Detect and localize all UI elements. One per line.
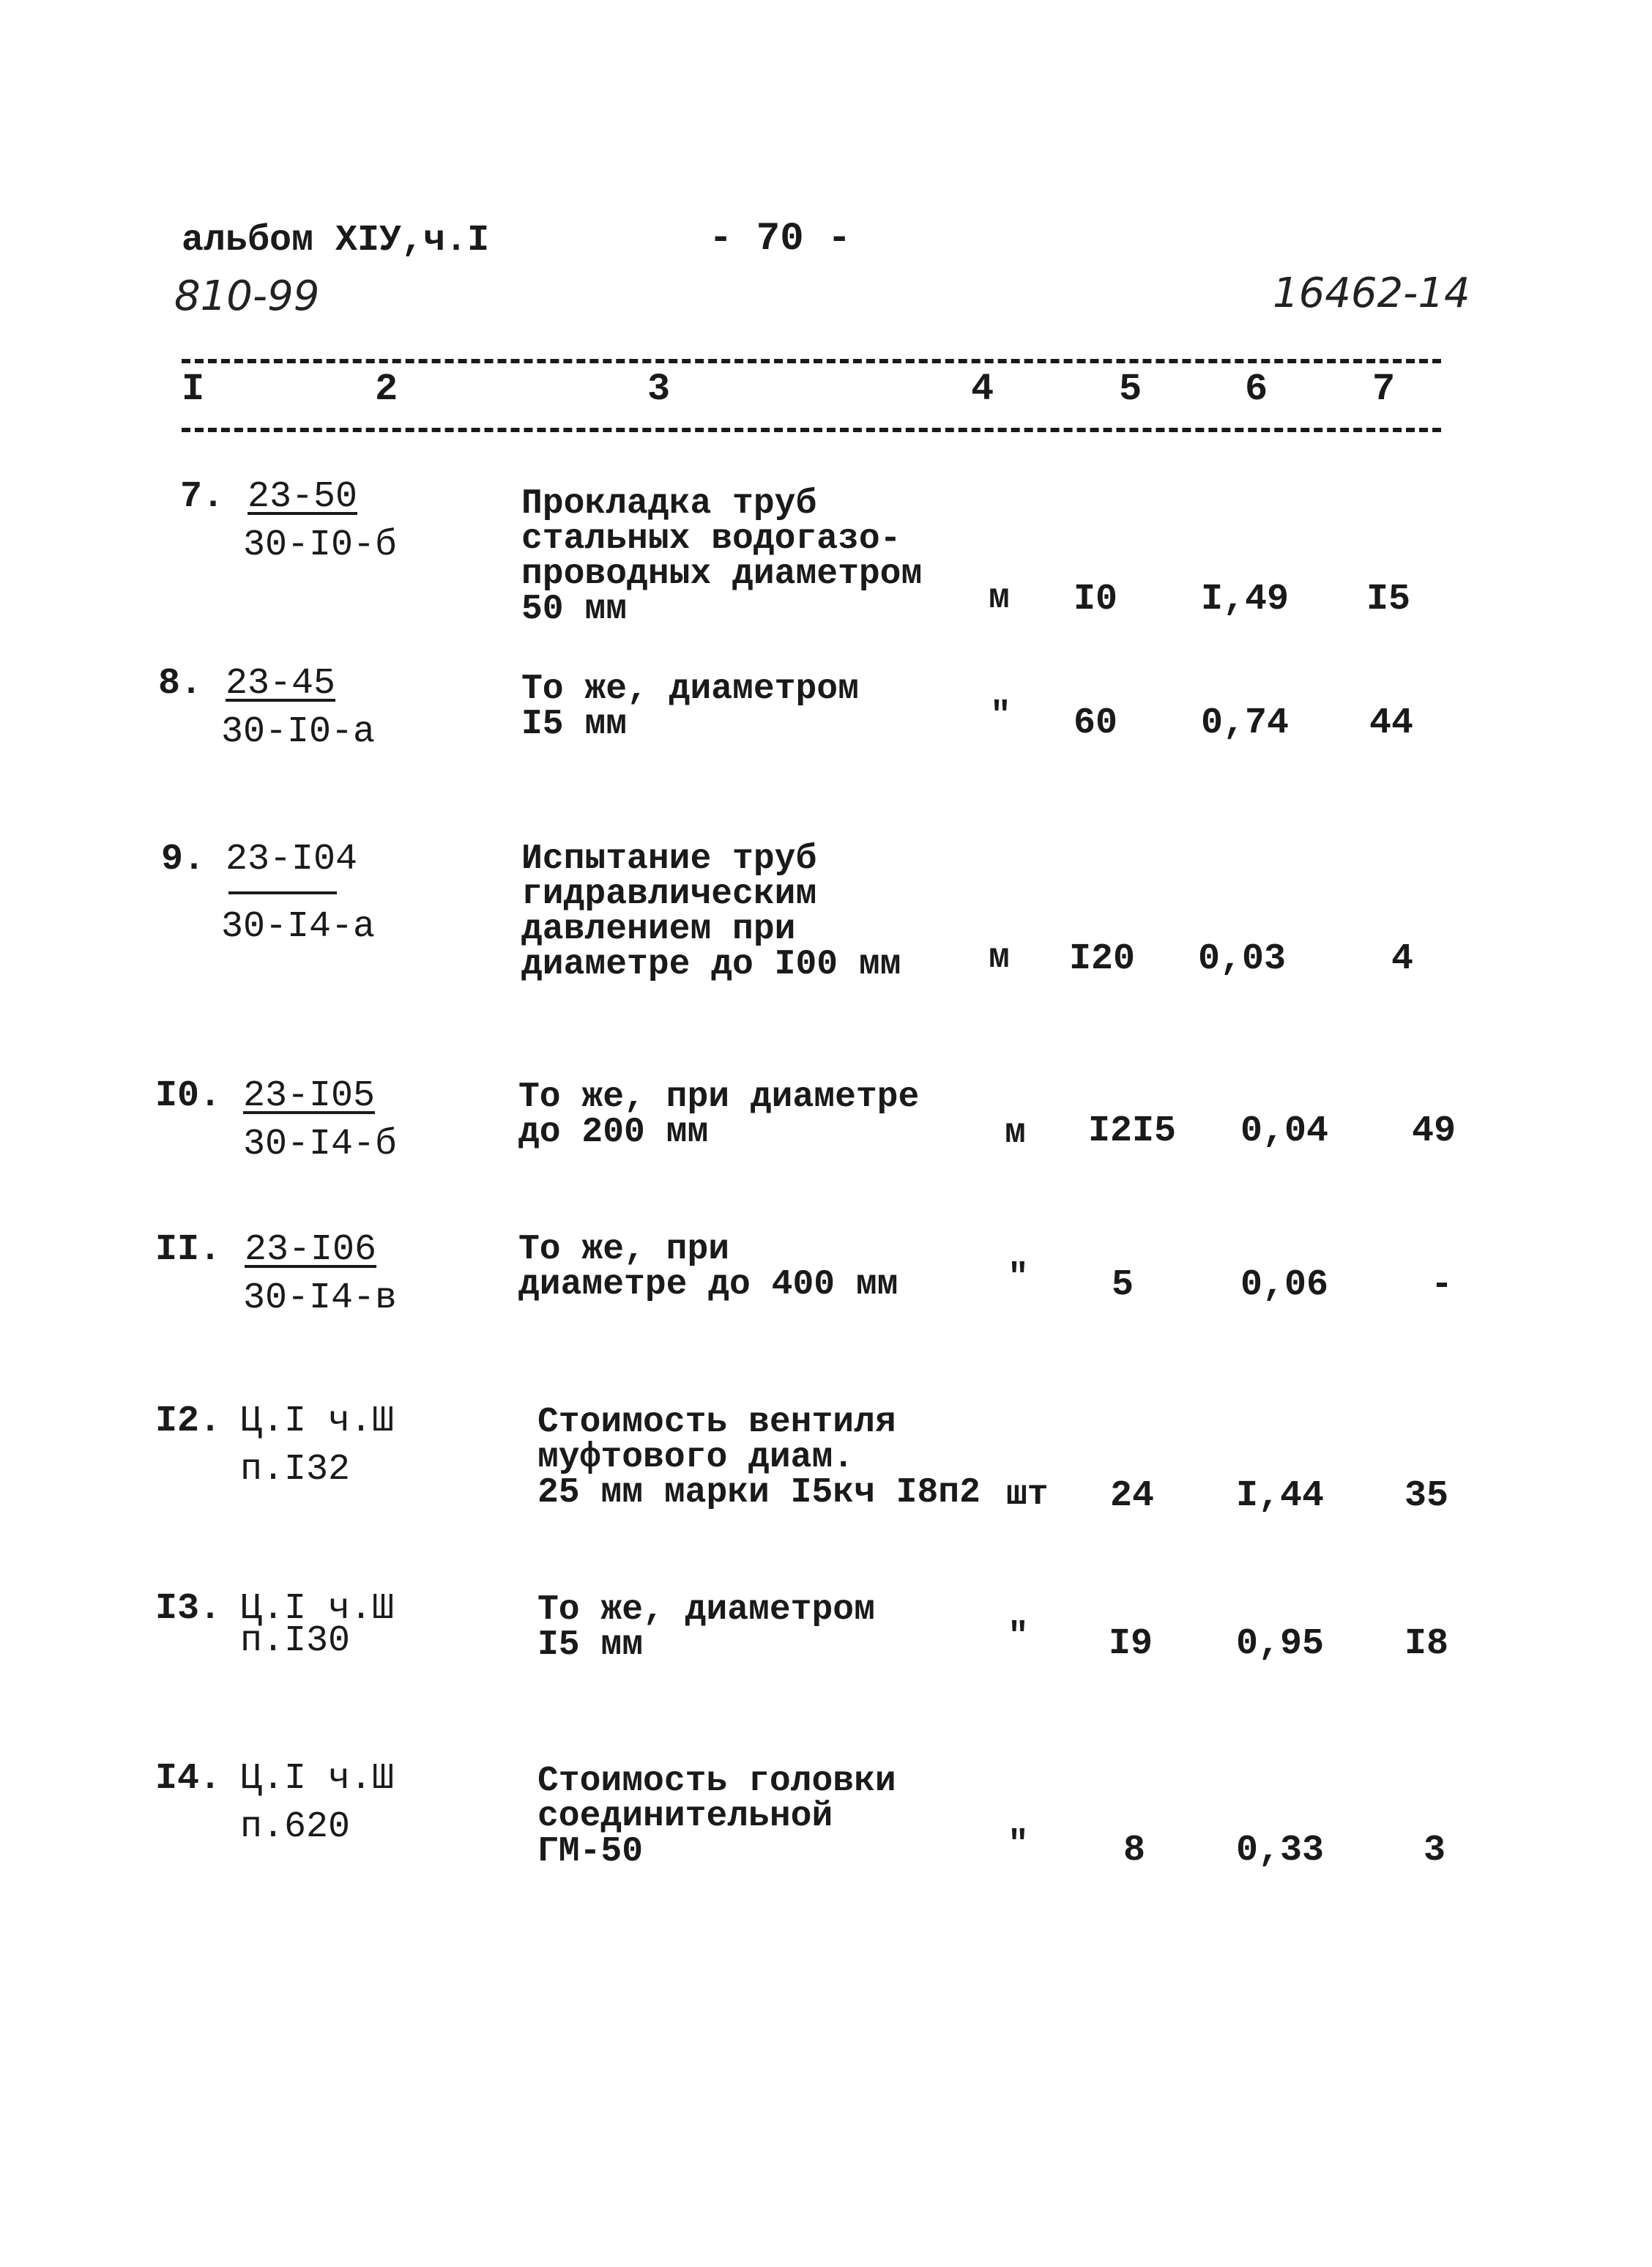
total-cost: 3 xyxy=(1424,1830,1446,1871)
unit-price: 0,04 xyxy=(1240,1110,1329,1152)
row-number: 8. xyxy=(158,663,203,705)
rate-subcode: 30-I4-а xyxy=(221,906,376,948)
column-number-3: 3 xyxy=(647,368,671,411)
unit-price: 0,06 xyxy=(1240,1264,1329,1306)
row-number: I4. xyxy=(155,1758,222,1800)
quantity: I20 xyxy=(1069,938,1136,980)
unit-price: 0,95 xyxy=(1236,1623,1325,1665)
rate-code: 23-50 xyxy=(248,476,358,518)
rate-code: 23-I04 xyxy=(226,839,358,880)
work-description: То же, диаметром I5 мм xyxy=(521,669,859,744)
row-number: II. xyxy=(155,1229,222,1271)
rate-code: Ц.I ч.Ш xyxy=(240,1588,395,1630)
rate-code: 23-45 xyxy=(226,663,336,705)
handwritten-code-left: 810-99 xyxy=(174,272,320,320)
rate-code: Ц.I ч.Ш xyxy=(240,1758,395,1800)
column-number-2: 2 xyxy=(375,368,398,411)
total-cost: 44 xyxy=(1369,702,1414,744)
quantity: I0 xyxy=(1074,579,1118,620)
unit: шт xyxy=(1006,1475,1049,1515)
column-number-1: I xyxy=(182,368,205,411)
fraction-rule xyxy=(228,891,337,894)
row-number: I0. xyxy=(155,1075,222,1117)
page-number: - 70 - xyxy=(709,217,852,261)
rate-code: Ц.I ч.Ш xyxy=(240,1400,395,1442)
unit-price: I,44 xyxy=(1236,1475,1325,1517)
rate-subcode: п.I30 xyxy=(240,1620,351,1662)
column-number-6: 6 xyxy=(1245,368,1268,411)
unit-price: I,49 xyxy=(1201,579,1290,620)
work-description: То же, при диаметре до 400 мм xyxy=(518,1230,898,1305)
total-cost: I5 xyxy=(1366,579,1411,620)
unit: " xyxy=(1008,1258,1029,1298)
quantity: 60 xyxy=(1074,702,1118,744)
header-rule-bottom xyxy=(182,428,1441,432)
rate-subcode: п.I32 xyxy=(240,1449,351,1491)
unit: " xyxy=(990,697,1011,736)
column-number-4: 4 xyxy=(971,368,994,411)
total-cost: 35 xyxy=(1404,1475,1449,1517)
unit: м xyxy=(1005,1113,1026,1153)
work-description: То же, при диаметре до 200 мм xyxy=(518,1077,920,1152)
rate-subcode: 30-I4-в xyxy=(243,1277,398,1319)
total-cost: I8 xyxy=(1404,1623,1449,1665)
unit: " xyxy=(1008,1825,1029,1865)
column-number-7: 7 xyxy=(1372,368,1396,411)
quantity: I2I5 xyxy=(1088,1110,1177,1152)
rate-subcode: 30-I0-а xyxy=(221,711,376,753)
work-description: Испытание труб гидравлическим давлением при диаметре до I00 мм xyxy=(521,839,901,984)
rate-subcode: 30-I0-б xyxy=(243,524,398,566)
row-number: 9. xyxy=(161,839,206,880)
unit-price: 0,33 xyxy=(1236,1830,1325,1871)
rate-code: 23-I06 xyxy=(245,1229,377,1271)
album-reference: альбом XIУ,ч.I xyxy=(182,220,490,261)
total-cost: 49 xyxy=(1412,1110,1456,1152)
unit: " xyxy=(1008,1617,1029,1657)
unit: м xyxy=(989,579,1010,618)
quantity: 8 xyxy=(1123,1830,1146,1871)
rate-code: 23-I05 xyxy=(243,1075,376,1117)
work-description: Стоимость вентиля муфтового диам. 25 мм марки I5кч I8п2 xyxy=(537,1403,981,1513)
rate-subcode: 30-I4-б xyxy=(243,1124,398,1165)
quantity: I9 xyxy=(1109,1623,1153,1665)
work-description: Стоимость головки соединительной ГМ-50 xyxy=(537,1762,896,1871)
quantity: 24 xyxy=(1110,1475,1155,1517)
header-rule-top xyxy=(182,359,1441,363)
work-description: То же, диаметром I5 мм xyxy=(537,1590,875,1665)
work-description: Прокладка труб стальных водогазо- проводных диаметром 50 мм xyxy=(521,484,923,629)
unit-price: 0,74 xyxy=(1201,702,1290,744)
total-cost: - xyxy=(1431,1264,1454,1306)
quantity: 5 xyxy=(1112,1264,1134,1306)
unit-price: 0,03 xyxy=(1198,938,1287,980)
column-number-5: 5 xyxy=(1119,368,1142,411)
rate-subcode: п.620 xyxy=(240,1806,351,1848)
row-number: I2. xyxy=(155,1400,222,1442)
total-cost: 4 xyxy=(1391,938,1414,980)
handwritten-code-right: 16462-14 xyxy=(1273,270,1470,317)
row-number: I3. xyxy=(155,1588,222,1630)
unit: м xyxy=(989,938,1010,978)
row-number: 7. xyxy=(180,476,225,518)
